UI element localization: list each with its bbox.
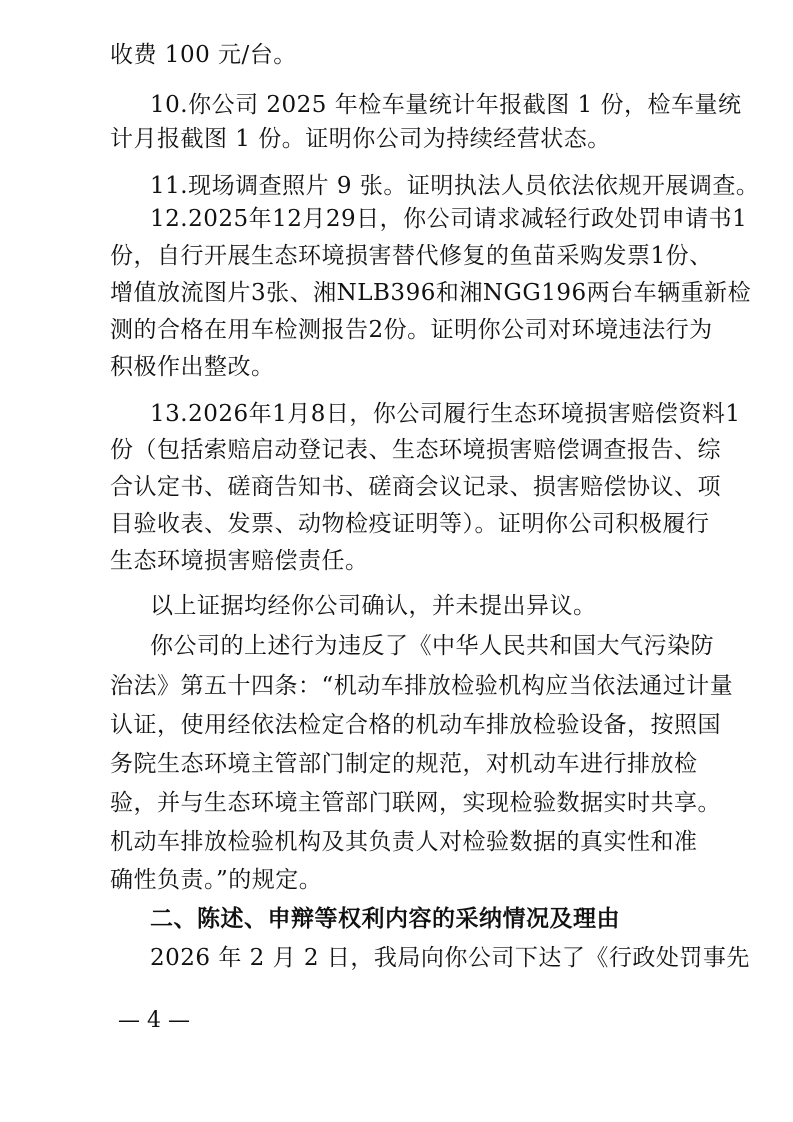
text-line-9: 积极作出整改。 bbox=[110, 354, 275, 380]
text-line-16: 你公司的上述行为违反了《中华人民共和国大气污染防 bbox=[150, 633, 714, 659]
text-line-1: 收费 100 元/台。 bbox=[110, 42, 297, 68]
text-line-7: 增值放流图片3张、湘NLB396和湘NGG196两台车辆重新检 bbox=[110, 280, 752, 306]
text-line-4: 11.现场调查照片 9 张。证明执法人员依法依规开展调查。 bbox=[150, 173, 760, 199]
text-line-18: 认证，使用经依法检定合格的机动车排放检验设备，按照国 bbox=[110, 712, 721, 738]
text-line-20: 验，并与生态环境主管部门联网，实现检验数据实时共享。 bbox=[110, 790, 721, 816]
text-line-3: 计月报截图 1 份。证明你公司为持续经营状态。 bbox=[110, 126, 611, 152]
text-line-15: 以上证据均经你公司确认，并未提出异议。 bbox=[150, 593, 597, 619]
text-line-8: 测的合格在用车检测报告2份。证明你公司对环境违法行为 bbox=[110, 317, 713, 343]
text-line-19: 务院生态环境主管部门制定的规范，对机动车进行排放检 bbox=[110, 751, 698, 777]
text-line-5: 12.2025年12月29日，你公司请求减轻行政处罚申请书1 bbox=[150, 206, 748, 232]
text-line-13: 目验收表、发票、动物检疫证明等）。证明你公司积极履行 bbox=[110, 511, 710, 537]
text-line-22: 确性负责。”的规定。 bbox=[110, 867, 323, 893]
text-line-11: 份（包括索赔启动登记表、生态环境损害赔偿调查报告、综 bbox=[110, 437, 721, 463]
text-line-6: 份，自行开展生态环境损害替代修复的鱼苗采购发票1份、 bbox=[110, 243, 713, 269]
text-line-21: 机动车排放检验机构及其负责人对检验数据的真实性和准 bbox=[110, 829, 698, 855]
section-heading: 二、陈述、申辩等权利内容的采纳情况及理由 bbox=[150, 906, 620, 932]
text-line-12: 合认定书、磋商告知书、磋商会议记录、损害赔偿协议、项 bbox=[110, 474, 721, 500]
page-number: — 4 — bbox=[118, 1008, 190, 1033]
text-line-17: 治法》第五十四条：“机动车排放检验机构应当依法通过计量 bbox=[110, 673, 734, 699]
text-line-14: 生态环境损害赔偿责任。 bbox=[110, 548, 369, 574]
text-line-2: 10.你公司 2025 年检车量统计年报截图 1 份，检车量统 bbox=[150, 92, 742, 118]
text-line-10: 13.2026年1月8日，你公司履行生态环境损害赔偿资料1 bbox=[150, 401, 741, 427]
text-line-24: 2026 年 2 月 2 日，我局向你公司下达了《行政处罚事先 bbox=[150, 945, 750, 971]
